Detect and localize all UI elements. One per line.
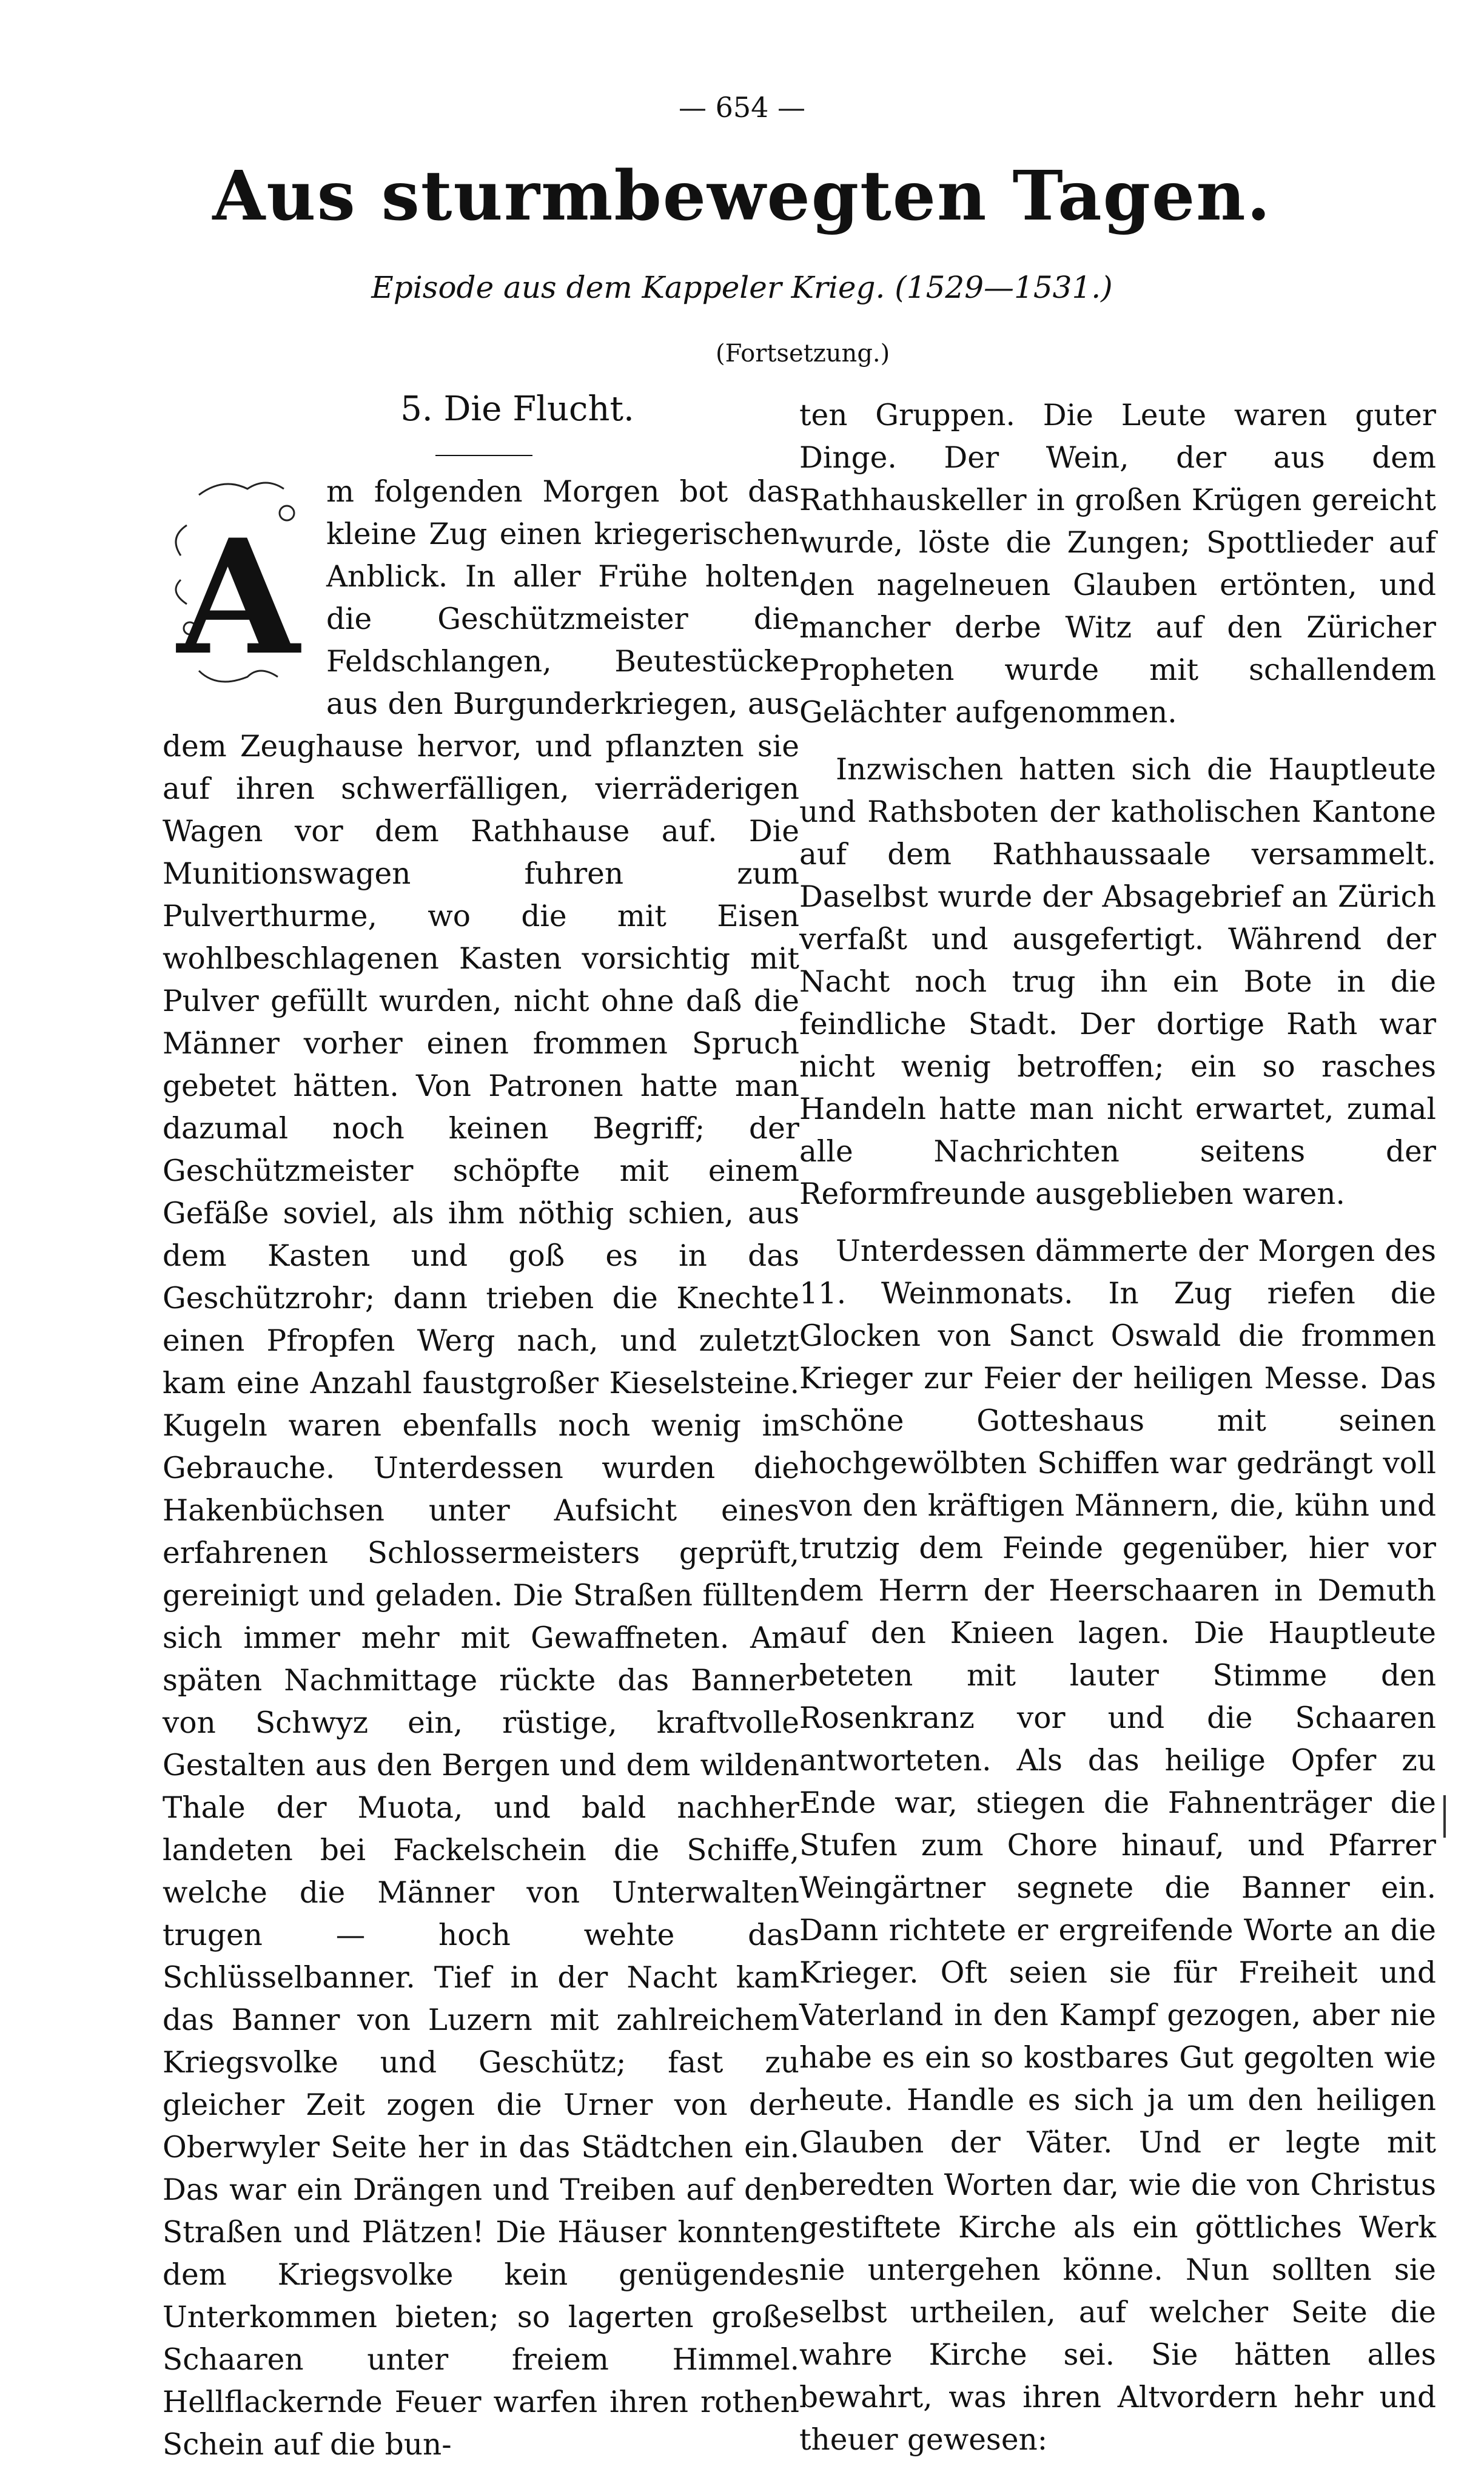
right-paragraph-1: ten Gruppen. Die Leute waren guter Dinge. Der Wein, der aus dem Rathhauskeller in großen Krügen gereicht wurde, löste die Zungen; Spottlieder auf den nagelneuen Glauben ertönten, und mancher derbe Witz auf den Züricher Propheten wurde mit schallendem Gelächter aufgenommen. bbox=[799, 398, 1436, 730]
right-paragraph-2: Inzwischen hatten sich die Hauptleute und Rathsboten der katholischen Kantone auf dem Rathhaussaale versammelt. Daselbst wurde der Absagebrief an Zürich verfaßt und ausgefertigt. Während der Nacht noch trug ihn ein Bote in die feindliche Stadt. Der dortige Rath war nicht wenig betroffen; ein so rasches Handeln hatte man nicht erwartet, zumal alle Nachrichten seitens der Reformfreunde ausgeblieben waren. bbox=[799, 753, 1436, 1211]
chapter-rule bbox=[435, 455, 532, 456]
ornamental-initial-icon bbox=[163, 471, 314, 713]
article-subtitle: Episode aus dem Kappeler Krieg. (1529—1531.) bbox=[371, 270, 1113, 305]
chapter-heading: 5. Die Flucht. bbox=[400, 389, 634, 429]
right-column bbox=[799, 394, 1436, 2461]
page-number: — 654 — bbox=[678, 91, 806, 124]
right-paragraph-3: Unterdessen dämmerte der Morgen des 11. Weinmonats. In Zug riefen die Glocken von Sanct Oswald die frommen Krieger zur Feier der heiligen Messe. Das schöne Gotteshaus mit seinen hochgewölbten Schiffen war gedrängt voll von den kräftigen Männern, die, kühn und trutzig dem Feinde gegenüber, hier vor dem Herrn der Heerschaaren in Demuth auf den Knieen lagen. Die Hauptleute beteten mit lauter Stimme den Rosenkranz vor und die Schaaren antworteten. Als das heilige Opfer zu Ende war, stiegen die Fahnenträger die Stufen zum Chore hinauf, und Pfarrer Weingärtner segnete die Banner ein. Dann richtete er ergreifende Worte an die Krieger. Oft seien sie für Freiheit und Vaterland in den Kampf gezogen, aber nie habe es ein so kostbares Gut gegolten wie heute. Handle es sich ja um den heiligen Glauben der Väter. Und er legte mit beredten Worten dar, wie die von Christus gestiftete Kirche als ein göttliches Werk nie untergehen könne. Nun sollten sie selbst urtheilen, auf welcher Seite die wahre Kirche sei. Sie hätten alles bewahrt, was ihren Altvordern hehr und theuer gewesen: bbox=[799, 1234, 1436, 2457]
left-column bbox=[163, 388, 799, 2466]
continuation-note: (Fortsetzung.) bbox=[716, 340, 890, 368]
left-column-text: m folgenden Morgen bot das kleine Zug einen kriegerischen Anblick. In aller Frühe holten die Geschützmeister die Feldschlangen, Beutestücke aus den Burgunderkriegen, aus dem Zeughause hervor, und pflanzten sie auf ihren schwerfälligen, vierräderigen Wagen vor dem Rathhause auf. Die Munitionswagen fuhren zum Pulverthurme, wo die mit Eisen wohlbeschlagenen Kasten vorsichtig mit Pulver gefüllt wurden, nicht ohne daß die Männer vorher einen frommen Spruch gebetet hätten. Von Patronen hatte man dazumal noch keinen Begriff; der Geschützmeister schöpfte mit einem Gefäße soviel, als ihm nöthig schien, aus dem Kasten und goß es in das Geschützrohr; dann trieben die Knechte einen Pfropfen Werg nach, und zuletzt kam eine Anzahl faustgroßer Kieselsteine. Kugeln waren ebenfalls noch wenig im Gebrauche. Unterdessen wurden die Hakenbüchsen unter Aufsicht eines erfahrenen Schlossermeisters geprüft, gereinigt und geladen. Die Straßen füllten sich immer mehr mit Gewaffneten. Am späten Nachmittage rückte das Banner von Schwyz ein, rüstige, kraftvolle Gestalten aus den Bergen und dem wilden Thale der Muota, und bald nachher landeten bei Fackelschein die Schiffe, welche die Männer von Unterwalten trugen — hoch wehte das Schlüsselbanner. Tief in der Nacht kam das Banner von Luzern mit zahlreichem Kriegsvolke und Geschütz; fast zu gleicher Zeit zogen die Urner von der Oberwyler Seite her in das Städtchen ein. Das war ein Drängen und Treiben auf den Straßen und Plätzen! Die Häuser konnten dem Kriegsvolke kein genügendes Unterkommen bieten; so lagerten große Schaaren unter freiem Himmel. Hellflackernde Feuer warfen ihren rothen Schein auf die bun- bbox=[163, 475, 799, 2462]
initial-letter: A bbox=[177, 505, 300, 690]
article-title: Aus sturmbewegten Tagen. bbox=[212, 156, 1272, 236]
margin-mark bbox=[1443, 1795, 1446, 1838]
